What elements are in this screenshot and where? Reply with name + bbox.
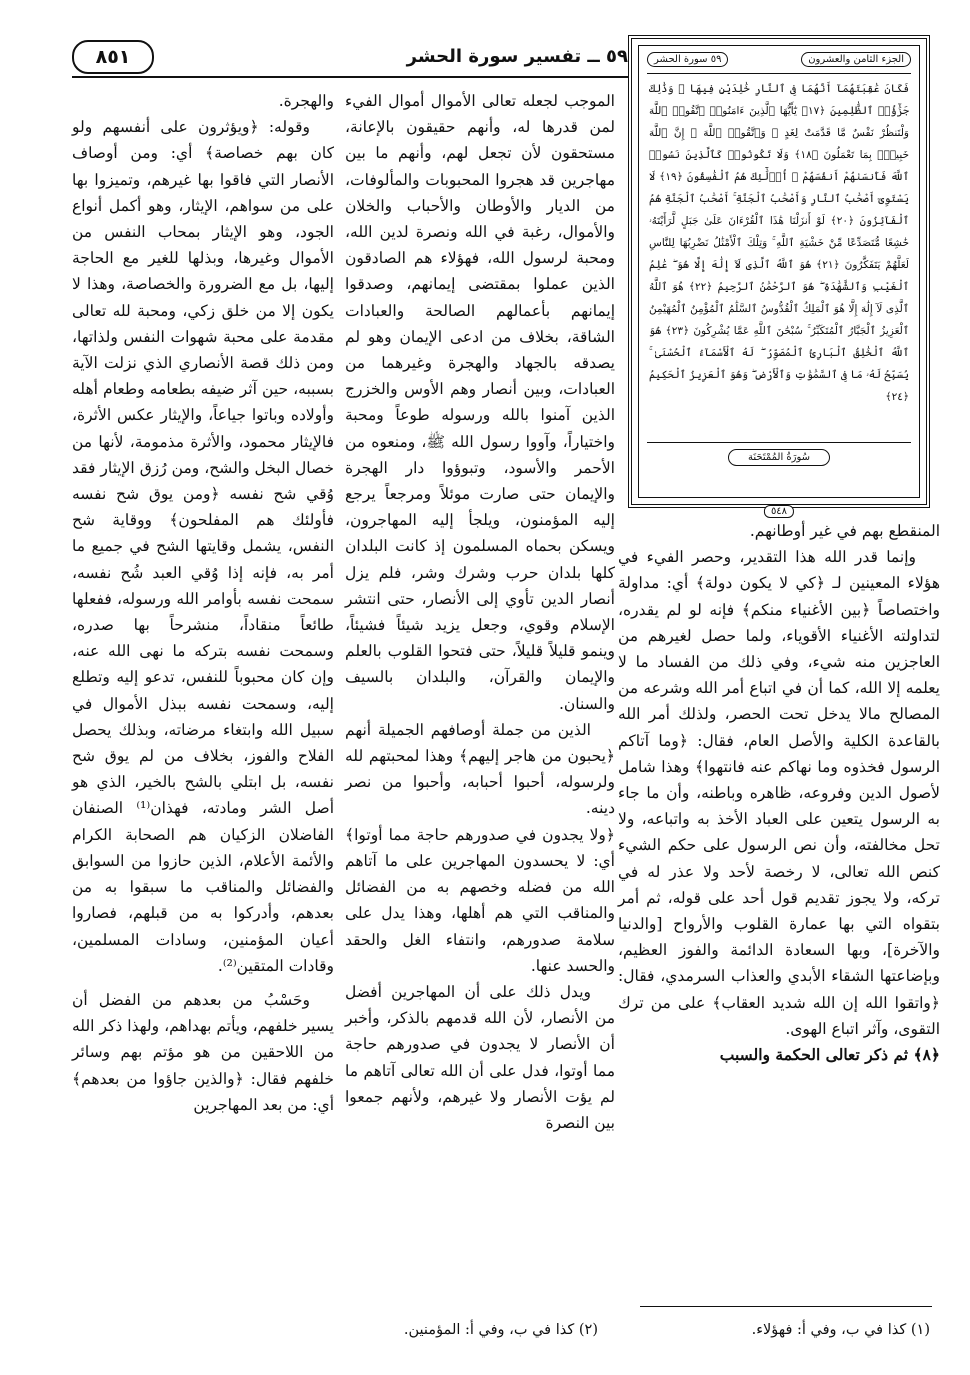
- quran-page-frame: [628, 35, 930, 517]
- quran-inner-frame: [638, 45, 920, 498]
- quran-surah-banner: ٥٩ سورة الحشر: [647, 52, 728, 67]
- left-text-column: [72, 88, 334, 1118]
- paragraph: وإنما قدر الله هذا التقدير، وحصر الفيء في هؤلاء المعينين لـ ﴿كي لا يكون دولة﴾ أي: مداولة واختصاصاً ﴿بين الأغنياء منكم﴾ فإنه لو لم يقدره، لتداولته الأغنياء الأقوياء، ولما حصل لغيرهم من العاجزين منه شيء، وفي ذلك من الفساد ما لا يعلمه إلا الله، كما أن في اتباع أمر الله وشرعه من المصالح مالا يدخل تحت الحصر، ولذلك أمر الله بالقاعدة الكلية والأصل العام، فقال: ﴿وما آتاكم الرسول فخذوه وما نهاكم عنه فانتهوا﴾ وهذا شامل لأصول الدين وفروعه، ظاهره وباطنه، وأن ما جاء به الرسول يتعين على العباد الأخذ به واتباعه، ولا تحل مخالفته، وأن نص الرسول على حكم الشيء كنص الله تعالى، لا رخصة لأحد ولا عذر له في تركه، ولا يجوز تقديم قول أحد على قوله، ثم أمر بتقواه التي بها عمارة القلوب والأرواح [والدنيا والآخرة]، وبها السعادة الدائمة والفوز العظيم، وبإضاعتها الشقاء الأبدي والعذاب السرمدي، فقال: ﴿واتقوا الله إن الله شديد العقاب﴾ على من ترك التقوى، وآثر اتباع الهوى.: [618, 548, 940, 1038]
- paragraph: ﴿٨﴾ ثم ذكر تعالى الحكمة والسبب: [719, 1045, 940, 1065]
- page-header: [72, 40, 628, 80]
- footnote-2: (٢) كذا في ب، وفي أ: المؤمنين.: [403, 1322, 598, 1338]
- right-text-column: [618, 518, 940, 1068]
- paragraph: الذين من جملة أوصافهم الجميلة أنهم ﴿يحبون من هاجر إليهم﴾ وهذا لمحبتهم لله ولرسوله، أحبوا أحبابه، وأحبوا من نصر دينه.: [345, 720, 615, 818]
- quran-juz-banner: الجزء الثامن والعشرون: [801, 52, 911, 67]
- footnote-divider: [640, 1306, 932, 1307]
- running-title: ٥٩ ــ تفسير سورة الحشر: [406, 46, 628, 67]
- paragraph: الموجب لجعله تعالى الأموال أموال الفيء لمن قدرها له، وأنهم حقيقون بالإعانة، مستحقون لأن تجعل لهم، وأنهم ما بين مهاجرين قد هجروا المحبوبات والمألوفات، من الديار والأوطان والأحباب والخلان والأموال، رغبة في الله ونصرة لدين الله، ومحبة لرسول الله، فهؤلاء هم الصادقون الذين عملوا بمقتضى إيمانهم، وصدقوا إيمانهم بأعمالهم الصالحة والعبادات الشاقة، بخلاف من ادعى الإيمان وهو لم يصدقه بالجهاد والهجرة وغيرهما من العبادات، وبين أنصار وهم الأوس والخزرج الذين آمنوا بالله ورسوله طوعاً ومحبة واختياراً، وآووا رسول الله ﷺ، ومنعوه من الأحمر والأسود، وتبوؤوا دار الهجرة والإيمان حتى صارت موئلاً ومرجعاً يرجع إليه المؤمنون، ويلجأ إليه المهاجرون، ويسكن بحماه المسلمون إذ كانت البلدان كلها بلدان حرب وشرك وشر، فلم يزل أنصار الدين تأوي إلى الأنصار، حتى انتشر الإسلام وقوي، وجعل يزيد شيئاً فشيئاً، وينمو قليلاً قليلاً، حتى فتحوا القلوب بالعلم والإيمان والقرآن، والبلدان بالسيف والسنان.: [345, 92, 615, 713]
- paragraph: وقوله: ﴿ويؤثرون على أنفسهم ولو كان بهم خصاصة﴾ أي: ومن أوصاف الأنصار التي فاقوا بها غيرهم، وتميزوا بها على من سواهم، الإيثار، وهو أكمل أنواع الجود، وهو الإيثار بمحاب النفس من الأموال وغيرها، وبذلها للغير مع الحاجة إليها، بل مع الضرورة والخصاصة، وهذا لا يكون إلا من خلق زكي، ومحبة لله تعالى مقدمة على محبة شهوات النفس ولذاتها، ومن ذلك قصة الأنصاري الذي نزلت الآية بسببه، حين آثر ضيفه بطعامه وطعام أهله وأولاده وباتوا جياعاً، والإيثار عكس الأثرة، فالإيثار محمود، والأثرة مذمومة، لأنها من خصال البخل والشح، ومن رُزق الإيثار فقد وُقي شح نفسه ﴿ومن يوق شح نفسه فأولئك هم المفلحون﴾ ووقاية شح النفس، يشمل وقايتها الشح في جميع ما أمر به، فإنه إذا وُقي العبد شُح نفسه، سمحت نفسه بأوامر الله ورسوله، ففعلها طائعاً منقاداً، منشرحاً بها صدره، وسمحت نفسه بتركه ما نهى الله عنه، وإن كان محبوباً للنفس، تدعو إليه وتطلع إليه، وسمحت نفسه ببذل الأموال في سبيل الله وابتغاء مرضاته، وبذلك يحصل الفلاح والفوز، بخلاف من لم يوق شح نفسه، بل ابتلي بالشح بالخير، الذي هو أصل الشر ومادته، فهذان⁽¹⁾ الصنفان الفاضلان الزكيان هم الصحابة الكرام والأئمة الأعلام، الذين حازوا من السوابق والفضائل والمناقب ما سبقوا به من بعدهم، وأدركوا به من قبلهم، فصاروا أعيان المؤمنين، وسادات المسلمين، وقادات المتقين⁽²⁾.: [72, 118, 335, 975]
- header-divider: [72, 76, 628, 78]
- middle-text-column: [345, 88, 615, 1136]
- quran-top-banners: [647, 52, 911, 67]
- paragraph: وحَسْبُ من بعدهم من الفضل أن يسير خلفهم، ويأتم بهداهم، ولهذا ذكر الله من اللاحقين من هو مؤتم بهم وسائر خلفهم فقال: ﴿والذين جاؤوا من بعدهم﴾ أي: من بعد المهاجرين: [72, 990, 334, 1114]
- paragraph: ﴿ولا يجدون في صدورهم حاجة مما أوتوا﴾ أي: لا يحسدون المهاجرين على ما آتاهم الله من فضله وخصهم به من الفضائل والمناقب التي هم أهلها، وهذا يدل على سلامة صدورهم، وانتفاء الغل والحقد والحسد عنها.: [345, 825, 615, 975]
- paragraph: والهجرة.: [278, 92, 334, 110]
- paragraph: ويدل ذلك على أن المهاجرين أفضل من الأنصار، لأن الله قدمهم بالذكر، وأخبر أن الأنصار لا يجدون في صدورهم حاجة مما أوتوا، فدل على أن الله تعالى آتاهم ما لم يؤت الأنصار ولا غيرهم، ولأنهم جمعوا بين النصرة: [345, 982, 615, 1132]
- quran-verses: فَكَانَ عَٰقِبَتَهُمَآ أَنَّهُمَا فِى ٱلنَّارِ خَٰلِدَيْنِ فِيهَا ۚ وَذَٰلِكَ جَزَٰٓؤُا۟ ٱلظَّٰلِمِينَ ﴿١٧﴾ يَٰٓأَيُّهَا ٱلَّذِينَ ءَامَنُوا۟ ٱتَّقُوا۟ ٱللَّهَ وَلْتَنظُرْ نَفْسٌ مَّا قَدَّمَتْ لِغَدٍ ۖ وَٱتَّقُوا۟ ٱللَّهَ ۚ إِنَّ ٱللَّهَ خَبِيرٌۢ بِمَا تَعْمَلُونَ ﴿١٨﴾ وَلَا تَكُونُوا۟ كَٱلَّذِينَ نَسُوا۟ ٱللَّهَ فَأَنسَىٰهُمْ أَنفُسَهُمْ ۚ أُو۟لَٰٓئِكَ هُمُ ٱلْفَٰسِقُونَ ﴿١٩﴾ لَا يَسْتَوِىٓ أَصْحَٰبُ ٱلنَّارِ وَأَصْحَٰبُ ٱلْجَنَّةِ ۚ أَصْحَٰبُ ٱلْجَنَّةِ هُمُ ٱلْفَآئِزُونَ ﴿٢٠﴾ لَوْ أَنزَلْنَا هَٰذَا ٱلْقُرْءَانَ عَلَىٰ جَبَلٍ لَّرَأَيْتَهُۥ خَٰشِعًا مُّتَصَدِّعًا مِّنْ خَشْيَةِ ٱللَّهِ ۚ وَتِلْكَ ٱلْأَمْثَٰلُ نَضْرِبُهَا لِلنَّاسِ لَعَلَّهُمْ يَتَفَكَّرُونَ ﴿٢١﴾ هُوَ ٱللَّهُ ٱلَّذِى لَآ إِلَٰهَ إِلَّا هُوَ ۖ عَٰلِمُ ٱلْغَيْبِ وَٱلشَّهَٰدَةِ ۖ هُوَ ٱلرَّحْمَٰنُ ٱلرَّحِيمُ ﴿٢٢﴾ هُوَ ٱللَّهُ ٱلَّذِى لَآ إِلَٰهَ إِلَّا هُوَ ٱلْمَلِكُ ٱلْقُدُّوسُ ٱلسَّلَٰمُ ٱلْمُؤْمِنُ ٱلْمُهَيْمِنُ ٱلْعَزِيزُ ٱلْجَبَّارُ ٱلْمُتَكَبِّرُ ۚ سُبْحَٰنَ ٱللَّهِ عَمَّا يُشْرِكُونَ ﴿٢٣﴾ هُوَ ٱللَّهُ ٱلْخَٰلِقُ ٱلْبَارِئُ ٱلْمُصَوِّرُ ۖ لَهُ ٱلْأَسْمَآءُ ٱلْحُسْنَىٰ ۚ يُسَبِّحُ لَهُۥ مَا فِى ٱلسَّمَٰوَٰتِ وَٱلْأَرْضِ ۖ وَهُوَ ٱلْعَزِيزُ ٱلْحَكِيمُ ﴿٢٤﴾: [647, 73, 911, 443]
- page-number: ٨٥١: [72, 40, 154, 74]
- mushaf-page-number: ٥٤٨: [764, 505, 794, 518]
- next-surah-banner: سُورَةُ المُمْتَحَنَة: [728, 449, 830, 466]
- paragraph: المنقطع بهم في غير أوطانهم.: [749, 522, 940, 540]
- footnote-1: (١) كذا في ب، وفي أ: فهؤلاء.: [751, 1322, 930, 1338]
